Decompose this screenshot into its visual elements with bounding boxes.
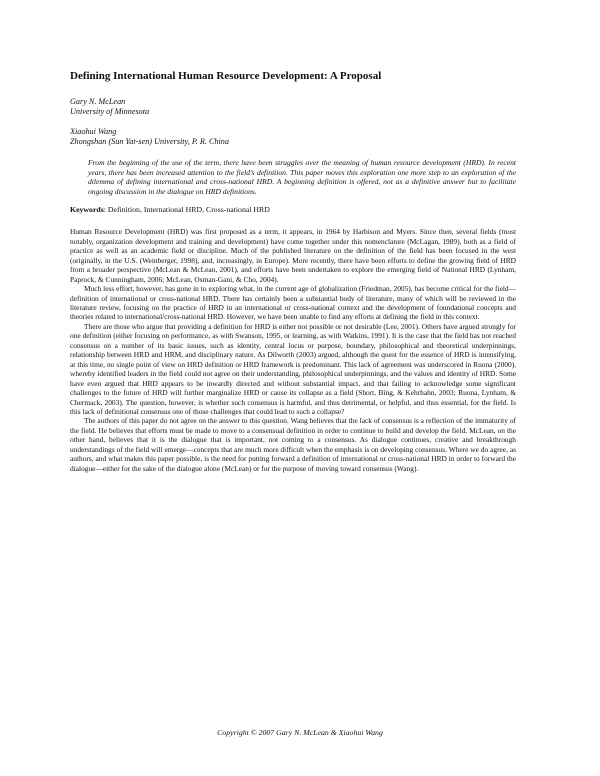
body-paragraph: The authors of this paper do not agree on the answer to this question. Wang believes that the lack of consensus is a reflection of the immaturity of the field. He believes that efforts must be made to move to a consensual definition in order to continue to build and develop the field. McLean, on the other hand, believes that it is the dialogue that is important, not coming to a consensus. As dialogue continues, creative and breakthrough understandings of the field will emerge—concepts that are much more difficult when the emphasis is on developing consensus. Where we do agree, as authors, and what makes this paper possible, is the need for putting forward a definition of international or cross-national HRD in order to forward the dialogue—either for the sake of the dialogue alone (McLean) or for the purpose of moving toward consensus (Wang). — [70, 416, 516, 473]
keywords-label: Keywords — [70, 205, 104, 215]
body-paragraph: There are those who argue that providing a definition for HRD is either not possible or not desirable (Lee, 2001). Others have argued strongly for one definition (either focusing on performance, as with Swanson, 1995, or learning, as with Watkins, 1991). It is the case that the field has not reached consensus on a number of its basic issues, such as identity, central locus or purpose, boundary, philosophical and theoretical underpinnings, relationship between HRD and HRM, and disciplinary nature. As Dilworth (2003) argued, although the quest for the essence of HRD is intensifying, at this time, no single point of view on HRD definition or HRD framework is predominant. This lack of agreement was underscored in Ruona (2000), whereby identified leaders in the field could not agree on their understanding, philosophical underpinnings, and the values and identity of HRD. Some have even argued that HRD appears to be inwardly directed and without substantial impact, and that failing to acknowledge some significant challenges to the future of HRD will further marginalize HRD or cause its collapse as a field (Short, Bing, & Kehrhahn, 2003; Ruona, Lynham, & Chermack, 2003). The question, however, is whether such consensus is harmful, and thus detrimental, or helpful, and thus essential, for the field. Is this lack of definitional consensus one of those challenges that could lead to such a collapse? — [70, 321, 516, 416]
body-paragraph: Much less effort, however, has gone in to exploring what, in the current age of globalization (Friedman, 2005), has become critical for the field—definition of international or cross-national HRD. There has certainly been a substantial body of literature, many of which will be reviewed in the literature review, focusing on the practice of HRD in an international or cross-national context and the development of foundational concepts and theories related to international/cross-national HRD. However, we have been unable to find any efforts at defining the field in this context. — [70, 284, 516, 322]
paper-title: Defining International Human Resource Development: A Proposal — [70, 70, 382, 82]
author-affiliation: University of Minnesota — [70, 107, 150, 116]
abstract: From the beginning of the use of the term, there have been struggles over the meaning of human resource development (HRD). In recent years, there has been increased attention to the field’s definition. This paper moves this exploration one more step to an exploration of the dilemma of defining international and cross-national HRD. A beginning definition is offered, not as a definitive answer but to facilitate ongoing discussion in the dialogue on HRD definitions. — [88, 158, 516, 196]
keywords-text: : Definition, International HRD, Cross-national HRD — [103, 205, 270, 215]
author-block-2 — [70, 127, 516, 147]
author-block-1 — [70, 97, 516, 117]
author-name: Xiaohui Wang — [70, 127, 117, 136]
keywords — [70, 205, 516, 215]
copyright-footer: Copyright © 2007 Gary N. McLean & Xiaohui Wang — [217, 728, 383, 737]
author-name: Gary N. McLean — [70, 97, 126, 106]
author-affiliation: Zhongshan (Sun Yat-sen) University, P. R. China — [70, 137, 229, 146]
body-paragraph: Human Resource Development (HRD) was first proposed as a term, it appears, in 1964 by Harbison and Myers. Since then, several fields (most notably, organization development and training and development) have come together under this nomenclature (McLagan, 1989), both as a field of practice as well as an academic field or discipline. Much of the published literature on the definition of the field has been focused in the west (originally, in the U.S. (Weinberger, 1998), and, increasingly, in Europe). More recently, there have been efforts to define the growing field of HRD from a broader perspective (McLean & McLean, 2001), and efforts have been undertaken to explore the emerging field of National HRD (Lynham, Paprock, & Cunningham, 2006; McLean, Osman-Gani, & Cho, 2004). — [70, 227, 516, 284]
body-text — [70, 227, 516, 473]
